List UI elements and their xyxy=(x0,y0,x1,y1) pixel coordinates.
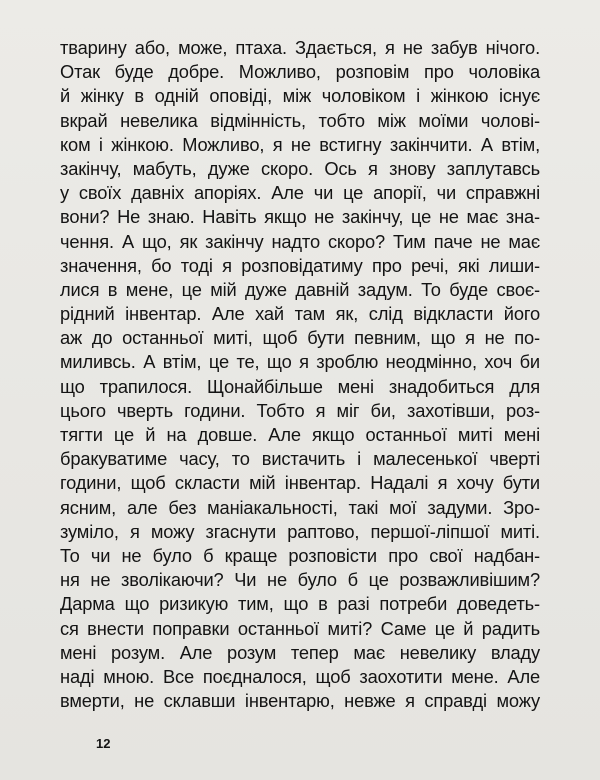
text-line: зуміло, я можу згаснути раптово, першої-ліпшої миті. xyxy=(60,520,540,542)
text-line: у своїх давніх апоріях. Але чи це апорії, чи справжні xyxy=(60,182,540,204)
text-line: вкрай невелика відмінність, тобто між моїми чолові- xyxy=(60,109,540,131)
text-line: То чи не було б краще розповісти про свої надбан- xyxy=(60,544,540,566)
text-line: що трапилося. Щонайбільше мені знадобиться для xyxy=(60,375,540,397)
text-line: чення. А що, як закінчу надто скоро? Тим паче не має xyxy=(60,230,540,252)
text-line: вони? Не знаю. Навіть якщо не закінчу, це не має зна- xyxy=(60,206,540,228)
text-line: наді мною. Все поєдналося, щоб заохотити мене. Але xyxy=(60,665,540,687)
text-line: тварину або, може, птаха. Здається, я не забув нічого. xyxy=(60,37,540,58)
text-line: ся внести поправки останньої миті? Саме це й радить xyxy=(60,617,540,639)
text-line: й жінку в одній оповіді, між чоловіком і жінкою існує xyxy=(60,85,540,107)
body-text xyxy=(60,36,540,713)
page-number: 12 xyxy=(96,736,111,751)
text-line: ня не зволікаючи? Чи не було б це розважливішим? xyxy=(60,569,540,591)
text-line: мені розум. Але розум тепер має невелику владу xyxy=(60,641,540,663)
text-line: бракуватиме часу, то вистачить і малесенької чверті xyxy=(60,448,540,470)
text-line: ясним, але без маніакальності, такі мої задуми. Зро- xyxy=(60,496,540,518)
text-line: лися в мене, це мій дуже давній задум. То буде своє- xyxy=(60,278,540,300)
text-line: вмерти, не склавши інвентарю, невже я справді можу xyxy=(60,690,540,712)
text-line: закінчу, мабуть, дуже скоро. Ось я знову заплутавсь xyxy=(60,157,540,179)
text-line: ком і жінкою. Можливо, я не встигну закінчити. А втім, xyxy=(60,133,540,155)
text-line: Отак буде добре. Можливо, розповім про чоловіка xyxy=(60,61,540,83)
text-line: значення, бо тоді я розповідатиму про речі, які лиши- xyxy=(60,254,540,276)
text-line: Дарма що ризикую тим, що в разі потреби доведеть- xyxy=(60,593,540,615)
text-line: миливсь. А втім, це те, що я зроблю неодмінно, хоч би xyxy=(60,351,540,373)
text-line: тягти це й на довше. Але якщо останньої миті мені xyxy=(60,424,540,445)
text-line: цього чверть години. Тобто я міг би, захотівши, роз- xyxy=(60,399,540,421)
text-line: аж до останньої миті, щоб бути певним, що я не по- xyxy=(60,327,540,349)
text-line: години, щоб скласти мій інвентар. Надалі я хочу бути xyxy=(60,472,540,494)
text-line: рідний інвентар. Але хай там як, слід відкласти його xyxy=(60,303,540,325)
